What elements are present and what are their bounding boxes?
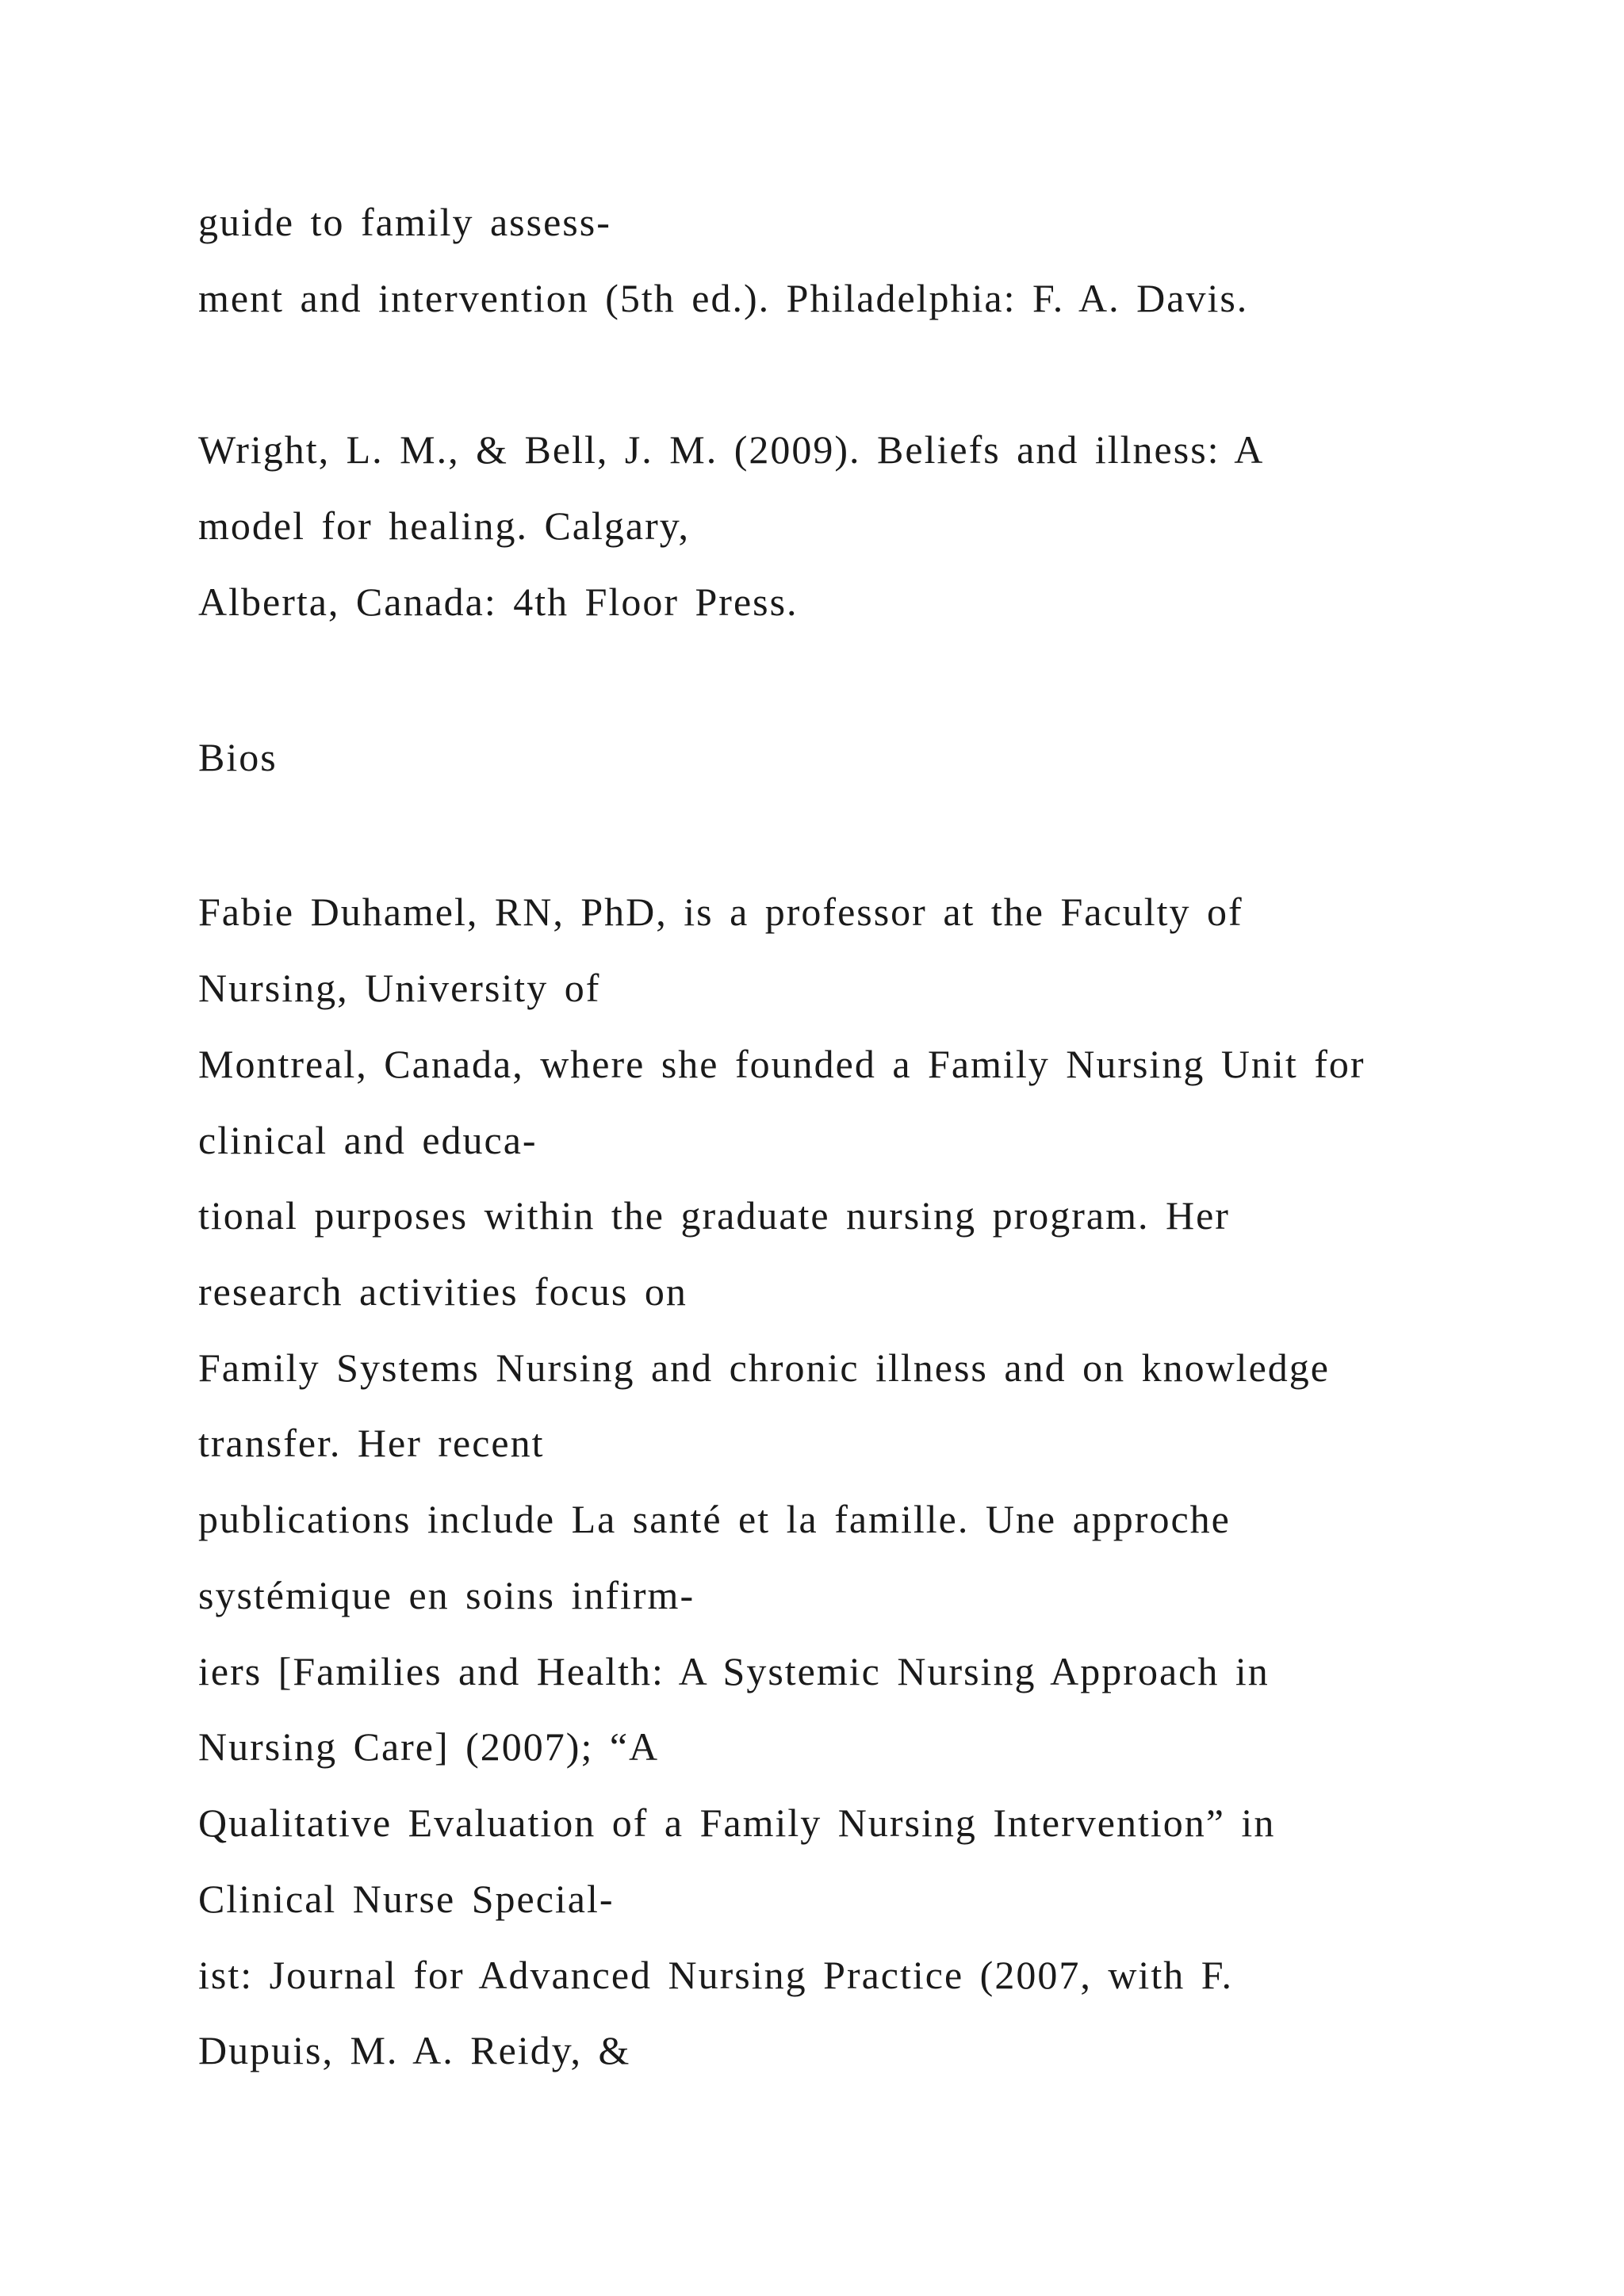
reference-1-line-1: guide to family assess- bbox=[198, 200, 611, 244]
bio-line-5: tional purposes within the graduate nursing program. Her bbox=[198, 1193, 1230, 1238]
bio-line-12: Nursing Care] (2007); “A bbox=[198, 1724, 660, 1769]
bio-line-9: publications include La santé et la famille. Une approche bbox=[198, 1497, 1231, 1541]
bio-line-2: Nursing, University of bbox=[198, 966, 601, 1010]
bio-line-8: transfer. Her recent bbox=[198, 1421, 545, 1465]
bio-line-7: Family Systems Nursing and chronic illness and on knowledge bbox=[198, 1345, 1330, 1390]
reference-2-line-1: Wright, L. M., & Bell, J. M. (2009). Beliefs and illness: A bbox=[198, 427, 1265, 472]
bio-line-6: research activities focus on bbox=[198, 1269, 688, 1314]
bio-line-10: systémique en soins infirm- bbox=[198, 1573, 695, 1617]
bio-line-14: Clinical Nurse Special- bbox=[198, 1877, 615, 1921]
bio-line-13: Qualitative Evaluation of a Family Nursing Intervention” in bbox=[198, 1800, 1276, 1845]
bios-heading: Bios bbox=[198, 735, 278, 779]
bio-line-1: Fabie Duhamel, RN, PhD, is a professor at the Faculty of bbox=[198, 890, 1243, 934]
bio-line-16: Dupuis, M. A. Reidy, & bbox=[198, 2028, 631, 2072]
bio-line-15: ist: Journal for Advanced Nursing Practice (2007, with F. bbox=[198, 1953, 1234, 1997]
reference-2-line-3: Alberta, Canada: 4th Floor Press. bbox=[198, 580, 799, 624]
reference-2-line-2: model for healing. Calgary, bbox=[198, 503, 690, 548]
bio-line-11: iers [Families and Health: A Systemic Nursing Approach in bbox=[198, 1649, 1270, 1693]
bio-line-4: clinical and educa- bbox=[198, 1118, 538, 1162]
reference-1-line-2: ment and intervention (5th ed.). Philadelphia: F. A. Davis. bbox=[198, 276, 1249, 320]
bio-line-3: Montreal, Canada, where she founded a Family Nursing Unit for bbox=[198, 1042, 1365, 1086]
